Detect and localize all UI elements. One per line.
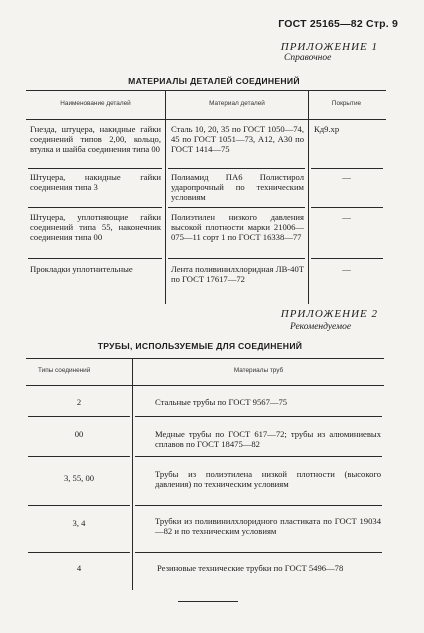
page-header: ГОСТ 25165—82 Стр. 9 [278, 18, 398, 30]
table-cell-material: Полиамид ПА6 Полистирол ударопрочный по техническим условиям [171, 172, 304, 203]
table-cell-part: Штуцера, накидные гайки соединения типа 3 [30, 172, 161, 193]
table-cell-material: Трубы из полиэтилена низкой плотности (высокого давления) по техническим условиям [155, 469, 381, 490]
table-cell-material: Стальные трубы по ГОСТ 9567—75 [155, 397, 288, 407]
row-divider [168, 258, 305, 259]
table-cell-material: Лента поливинилхлоридная ЛВ-40Т по ГОСТ 17617—72 [171, 264, 304, 285]
table-cell-material: Медные трубы по ГОСТ 617—72; трубы из алюминиевых сплавов по ГОСТ 18475—82 [155, 429, 381, 450]
table-cell-part: Прокладки уплотнительные [30, 264, 133, 274]
table-cell-material: Сталь 10, 20, 35 по ГОСТ 1050—74, 45 по ГОСТ 1051—73, А12, А30 по ГОСТ 1414—75 [171, 124, 304, 155]
row-divider [28, 168, 162, 169]
table-cell-type: 00 [74, 429, 84, 439]
row-divider [28, 207, 162, 208]
table-cell-material: Трубки из поливинилхлоридного пластиката по ГОСТ 19034—82 и по техническим условиям [155, 516, 381, 537]
row-divider [168, 168, 305, 169]
appendix-2-subtitle: Рекомендуемое [290, 322, 352, 332]
table-2-col-divider [132, 358, 133, 590]
row-divider [135, 505, 382, 506]
table-2-top-rule [26, 358, 384, 359]
row-divider [311, 258, 383, 259]
table-cell-coating: — [342, 212, 351, 222]
table-2-header-rule [26, 385, 384, 386]
appendix-1-subtitle: Справочное [284, 53, 332, 63]
column-header-pipe-material: Материалы труб [233, 367, 284, 374]
table-1-top-rule [26, 90, 386, 91]
table-1-col-divider [165, 90, 166, 304]
row-divider [28, 258, 162, 259]
table-cell-type: 2 [76, 397, 82, 407]
row-divider [28, 456, 130, 457]
table-cell-part: Штуцера, уплотняющие гайки соединений типа 55, наконечник соединения типа 00 [30, 212, 161, 243]
table-cell-type: 3, 55, 00 [63, 473, 95, 483]
column-header-type: Типы соединений [38, 367, 91, 374]
row-divider [135, 456, 382, 457]
table-cell-coating: — [342, 172, 351, 182]
row-divider [135, 416, 382, 417]
row-divider [311, 168, 383, 169]
column-header-material: Материал деталей [209, 100, 265, 107]
table-cell-part: Гнезда, штуцера, накидные гайки соединений типов 2,00, кольцо, втулка и шайба соединения типа 00 [30, 124, 161, 155]
table-1-title: МАТЕРИАЛЫ ДЕТАЛЕЙ СОЕДИНЕНИЙ [128, 76, 300, 86]
row-divider [28, 552, 130, 553]
end-divider [178, 601, 238, 602]
table-cell-material: Полиэтилен низкого давления высокой плотности марки 21006—075—11 сорт 1 по ГОСТ 16338—77 [171, 212, 304, 243]
table-2-title: ТРУБЫ, ИСПОЛЬЗУЕМЫЕ ДЛЯ СОЕДИНЕНИЙ [97, 341, 303, 351]
table-1-header-rule [26, 119, 386, 120]
table-cell-coating: — [342, 264, 351, 274]
table-cell-coating: Кд9.хр [314, 124, 340, 134]
table-cell-type: 4 [76, 563, 82, 573]
column-header-coating: Покрытие [331, 100, 362, 107]
row-divider [28, 416, 130, 417]
table-cell-material: Резиновые технические трубки по ГОСТ 5496—78 [157, 563, 344, 573]
appendix-2-title: ПРИЛОЖЕНИЕ 2 [280, 308, 378, 320]
row-divider [135, 552, 382, 553]
appendix-1-title: ПРИЛОЖЕНИЕ 1 [280, 41, 378, 53]
row-divider [311, 207, 383, 208]
table-cell-type: 3, 4 [72, 518, 86, 528]
column-header-part: Наименование деталей [60, 100, 131, 107]
row-divider [28, 505, 130, 506]
row-divider [168, 207, 305, 208]
